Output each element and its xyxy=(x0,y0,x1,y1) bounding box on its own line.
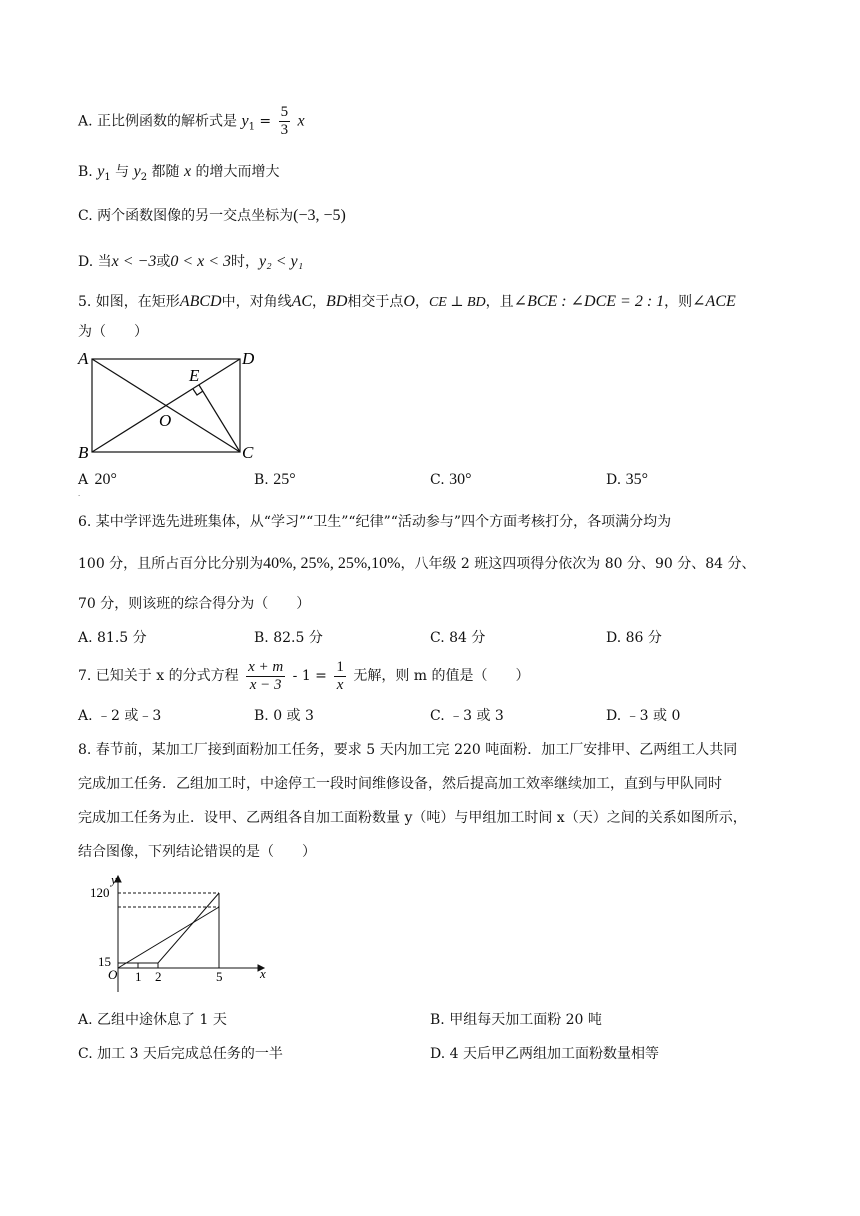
q8-option-c: C. 加工 3 天后完成总任务的一半 xyxy=(78,1046,283,1062)
q5-option-d: D. 35° xyxy=(606,471,649,488)
q7-stem: 7. 已知关于 x 的分式方程 $\frac{x + m}{x - 3}$ - 1 = $\frac{1}{x}$ 无解，则 m 的值是（ ） xyxy=(78,658,530,693)
q6-stem-line-2: 100 分，且所占百分比分别为40%, 25%, 25%,10%，八年级 2 班这四项得分依次为 80 分、90 分、84 分、 xyxy=(78,555,756,572)
q8-option-d: D. 4 天后甲乙两组加工面粉数量相等 xyxy=(430,1046,659,1062)
q6-stem-line-3: 70 分，则该班的综合得分为（ ） xyxy=(78,596,311,612)
label-b: B xyxy=(78,443,89,462)
q5-option-a: $A_.$ 20° xyxy=(78,471,117,498)
q4-option-c: C. 两个函数图像的另一交点坐标为(−3, −5) xyxy=(78,207,346,224)
tick-label-15: 15 xyxy=(98,954,111,969)
q4-option-b: B. $y_1$ 与 $y_2$ 都随 x 的增大而增大 xyxy=(78,163,280,183)
tick-label-5: 5 xyxy=(216,969,223,984)
label-x: x xyxy=(260,966,266,981)
line-jia xyxy=(118,907,219,968)
q5-option-b: B. 25° xyxy=(254,471,296,488)
label-origin: O xyxy=(108,967,118,982)
q8-stem-line-4: 结合图像，下列结论错误的是（ ） xyxy=(78,844,316,860)
q4-option-d: D. 当x < −3或0 < x < 3时，y₂ < y₁ xyxy=(78,253,304,270)
label-y: y xyxy=(111,874,117,887)
q6-option-b: B. 82.5 分 xyxy=(254,630,323,646)
q6-stem-line-1: 6. 某中学评选先进班集体，从“学习”“卫生”“纪律”“活动参与”四个方面考核打分，各项满分均为 xyxy=(78,514,672,530)
q8-stem-line-1: 8. 春节前，某加工厂接到面粉加工任务，要求 5 天内加工完 220 吨面粉．加工厂安排甲、乙两组工人共同 xyxy=(78,742,738,758)
tick-label-1: 1 xyxy=(135,969,142,984)
q5-stem-line-2: 为（ ） xyxy=(78,324,148,340)
q7-option-a: A. ﹣2 或﹣3 xyxy=(78,708,162,724)
q6-option-d: D. 86 分 xyxy=(606,630,662,646)
label-c: C xyxy=(242,443,254,462)
segment-ce xyxy=(199,385,240,452)
rectangle-figure xyxy=(74,346,274,462)
q8-stem-line-2: 完成加工任务．乙组加工时，中途停工一段时间维修设备，然后提高加工效率继续加工，直到与甲队同时 xyxy=(78,776,722,792)
q7-option-d: D. ﹣3 或 0 xyxy=(606,708,681,724)
q5-option-c: C. 30° xyxy=(430,471,472,488)
q6-option-c: C. 84 分 xyxy=(430,630,486,646)
q7-option-b: B. 0 或 3 xyxy=(254,708,314,724)
fraction-x-plus-m: $\frac{x + m}{x - 3}$ xyxy=(248,658,284,693)
q4-option-a: A. 正比例函数的解析式是 $y_1$ = $\frac{5}{3}$ x xyxy=(78,104,305,138)
line-yi xyxy=(118,893,219,963)
q5-stem-line-1: 5. 如图，在矩形ABCD中，对角线AC，BD相交于点O，CE ⊥ BD，且∠BCE : ∠DCE = 2 : 1，则∠ACE xyxy=(78,293,736,310)
label-d: D xyxy=(242,349,255,368)
q8-option-b: B. 甲组每天加工面粉 20 吨 xyxy=(430,1012,602,1028)
label-e: E xyxy=(189,366,200,385)
q7-option-c: C. ﹣3 或 3 xyxy=(430,708,504,724)
label-a: A xyxy=(78,349,89,368)
work-graph xyxy=(84,874,274,998)
tick-label-2: 2 xyxy=(155,969,162,984)
label-o: O xyxy=(159,411,172,430)
fraction-one-over-x: $\frac{1}{x}$ xyxy=(336,658,344,693)
q6-option-a: A. 81.5 分 xyxy=(78,630,147,646)
tick-label-120: 120 xyxy=(90,885,110,900)
q8-stem-line-3: 完成加工任务为止．设甲、乙两组各自加工面粉数量 y（吨）与甲组加工时间 x（天）之间的关系如图所示， xyxy=(78,810,747,826)
q8-option-a: A. 乙组中途休息了 1 天 xyxy=(78,1012,227,1028)
fraction-five-thirds: $\frac{5}{3}$ xyxy=(280,104,289,138)
